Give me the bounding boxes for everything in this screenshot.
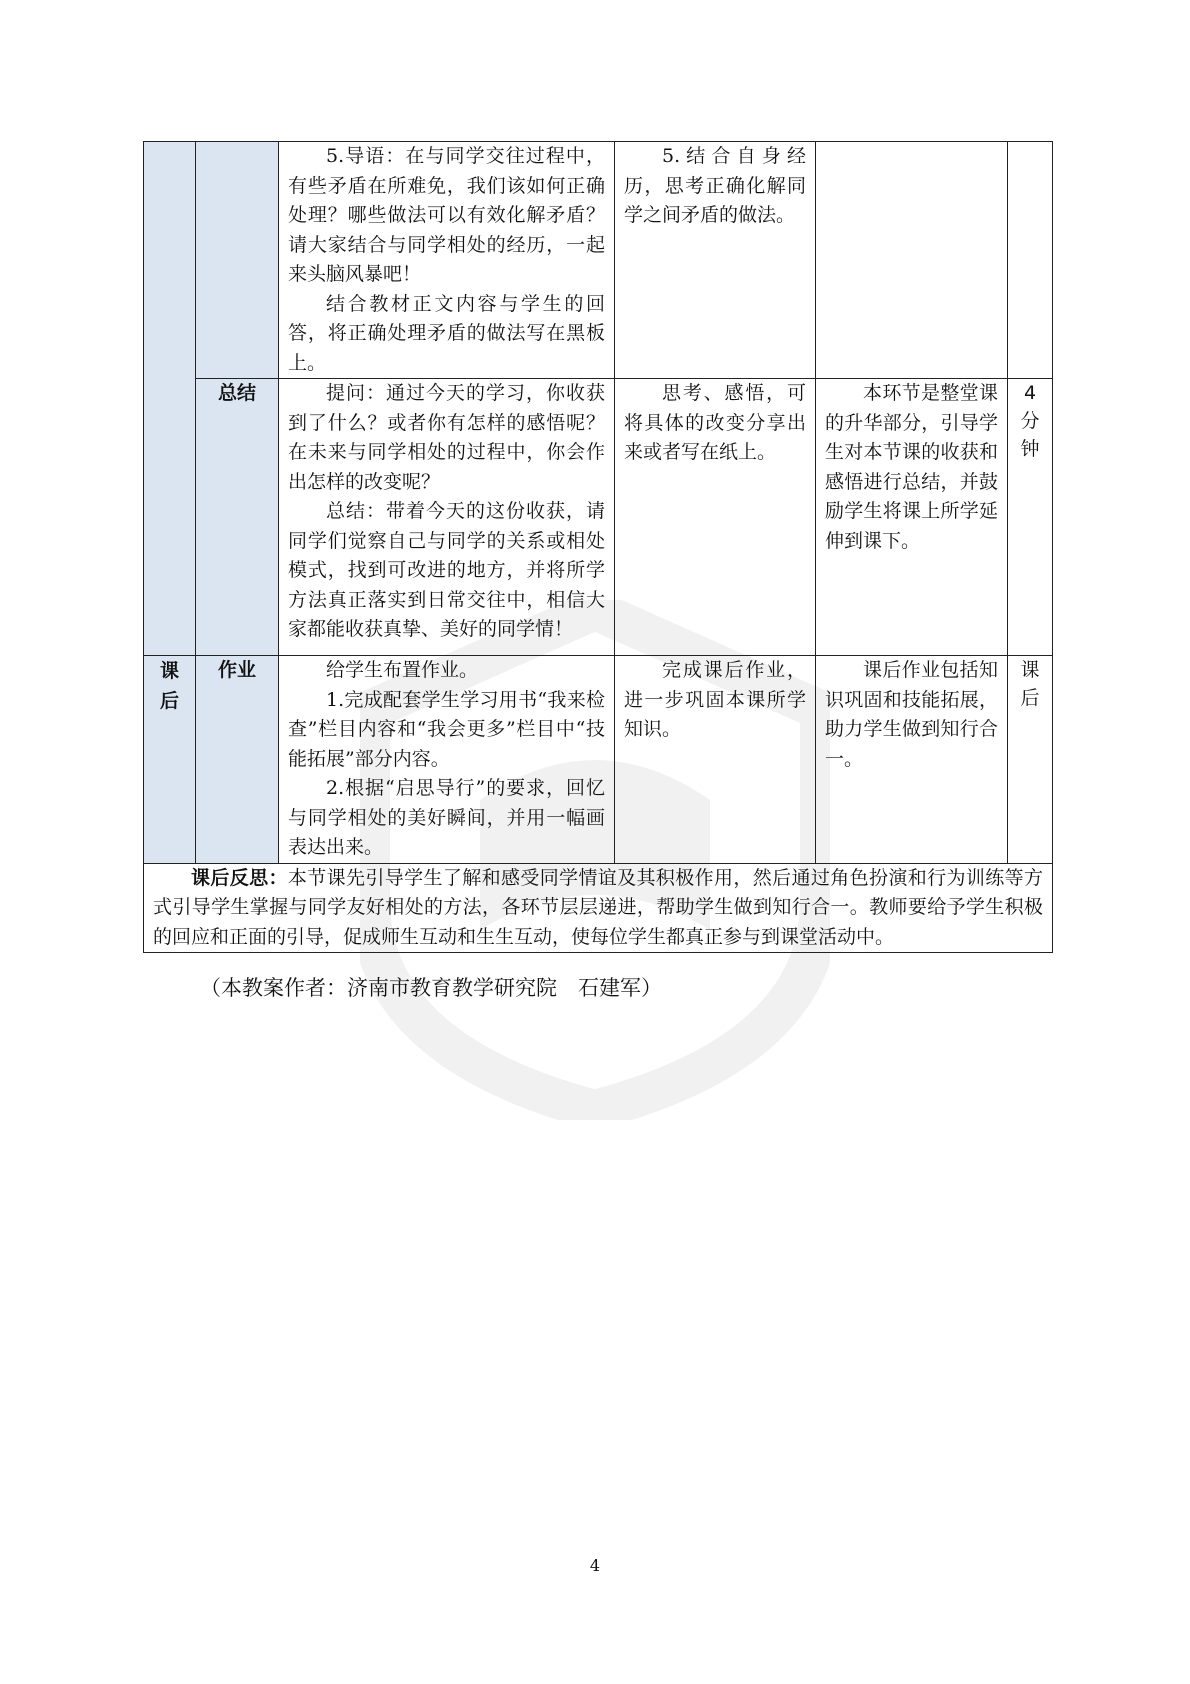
phase-cell — [196, 656, 279, 864]
time-cell — [1008, 656, 1053, 864]
reflection-paragraph — [153, 864, 1043, 953]
table-row — [144, 379, 1053, 656]
reflection-label: 课后反思： — [191, 866, 288, 889]
stage-cell-empty — [144, 142, 196, 656]
student-activity-cell — [615, 656, 816, 864]
teacher-activity-text: 5.导语：在与同学交往过程中，有些矛盾在所难免，我们该如何正确处理？哪些做法可以有效化解矛盾？请大家结合与同学相处的经历，一起来头脑风暴吧！ — [288, 145, 605, 285]
time-text: 4分钟 — [1020, 382, 1040, 460]
teacher-activity-cell — [279, 142, 615, 379]
time-cell — [1008, 379, 1053, 656]
student-activity-cell — [615, 379, 816, 656]
design-intent-text: 本环节是整堂课的升华部分，引导学生对本节课的收获和感悟进行总结，并鼓励学生将课上所学延伸到课下。 — [825, 382, 998, 552]
teacher-activity-cell — [279, 379, 615, 656]
teacher-activity-cell — [279, 656, 615, 864]
phase-label: 作业 — [217, 659, 256, 681]
reflection-cell — [144, 863, 1053, 953]
design-intent-cell — [816, 142, 1008, 379]
table-row — [144, 142, 1053, 379]
lesson-plan-table — [143, 141, 1053, 953]
stage-cell — [144, 656, 196, 864]
teacher-activity-text: 结合教材正文内容与学生的回答，将正确处理矛盾的做法写在黑板上。 — [288, 292, 605, 374]
teacher-activity-text: 给学生布置作业。 — [326, 659, 479, 681]
design-intent-text: 课后作业包括知识巩固和技能拓展，助力学生做到知行合一。 — [825, 659, 998, 770]
teacher-activity-text: 总结：带着今天的这份收获，请同学们觉察自己与同学的关系或相处模式，找到可改进的地方，并将所学方法真正落实到日常交往中，相信大家都能收获真挚、美好的同学情！ — [288, 500, 605, 640]
design-intent-cell — [816, 379, 1008, 656]
table-row — [144, 863, 1053, 953]
student-activity-text: 完成课后作业，进一步巩固本课所学知识。 — [624, 659, 806, 740]
phase-cell — [196, 379, 279, 656]
stage-label: 课后 — [160, 660, 180, 712]
table-row — [144, 656, 1053, 864]
reflection-text: 本节课先引导学生了解和感受同学情谊及其积极作用，然后通过角色扮演和行为训练等方式引导学生掌握与同学友好相处的方法，各环节层层递进，帮助学生做到知行合一。教师要给予学生积极的回应和正面的引导，促成师生互动和生生互动，使每位学生都真正参与到课堂活动中。 — [153, 866, 1043, 948]
author-credit: （本教案作者：济南市教育教学研究院 石建军） — [200, 976, 662, 1000]
time-text: 课后 — [1020, 659, 1040, 709]
design-intent-cell — [816, 656, 1008, 864]
time-cell — [1008, 142, 1053, 379]
phase-label: 总结 — [217, 382, 256, 404]
teacher-activity-text: 2.根据“启思导行”的要求，回忆与同学相处的美好瞬间，并用一幅画表达出来。 — [288, 777, 605, 858]
student-activity-text: 思考、感悟，可将具体的改变分享出来或者写在纸上。 — [624, 382, 806, 463]
teacher-activity-text: 1.完成配套学生学习用书“我来检查”栏目内容和“我会更多”栏目中“技能拓展”部分内容。 — [288, 688, 605, 770]
student-activity-text: 5.结合自身经历，思考正确化解同学之间矛盾的做法。 — [624, 145, 806, 226]
teacher-activity-text: 提问：通过今天的学习，你收获到了什么？或者你有怎样的感悟呢？在未来与同学相处的过程中，你会作出怎样的改变呢？ — [288, 382, 605, 493]
phase-cell-empty — [196, 142, 279, 379]
page-number: 4 — [589, 1556, 601, 1575]
student-activity-cell — [615, 142, 816, 379]
